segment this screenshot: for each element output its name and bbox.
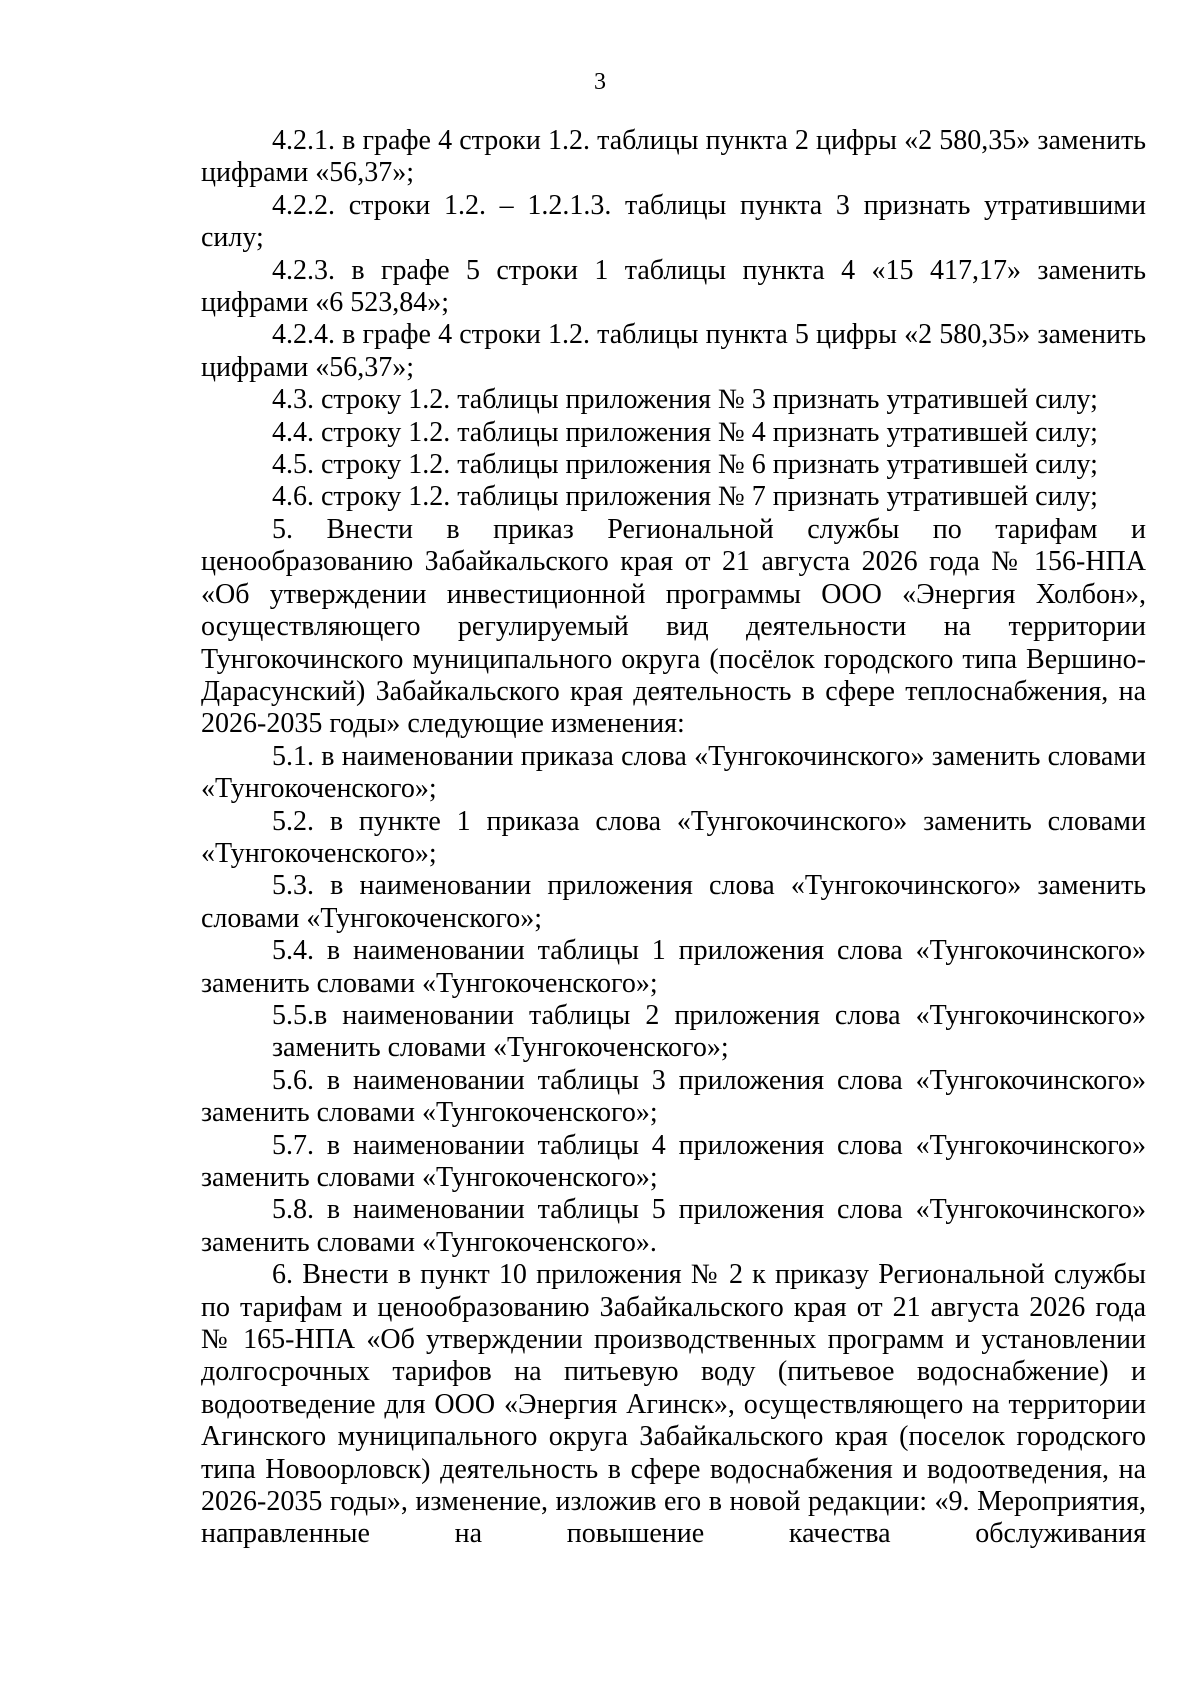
paragraph-5-2: 5.2. в пункте 1 приказа слова «Тунгокочинского» заменить словами «Тунгокоченского»; <box>201 805 1146 869</box>
page-number: 3 <box>594 69 606 95</box>
document-body <box>201 125 1146 1551</box>
paragraph-4-2-2: 4.2.2. строки 1.2. – 1.2.1.3. таблицы пункта 3 признать утратившими силу; <box>201 189 1146 254</box>
paragraph-4-5: 4.5. строку 1.2. таблицы приложения № 6 признать утратившей силу; <box>272 449 1098 481</box>
paragraph-5: 5. Внести в приказ Региональной службы по тарифам и ценообразованию Забайкальского края от 21 августа 2026 года № 156-НПА «Об утверждении инвестиционной программы ООО «Энергия Холбон», осуществляющего регулируемый вид деятельности на территории Тунгокочинского муниципального округа (посёлок городского типа Вершино-Дарасунский) Забайкальского края деятельность в сфере теплоснабжения, на 2026-2035 годы» следующие изменения: <box>201 513 1146 740</box>
paragraph-4-6: 4.6. строку 1.2. таблицы приложения № 7 признать утратившей силу; <box>272 481 1098 513</box>
paragraph-4-3: 4.3. строку 1.2. таблицы приложения № 3 признать утратившей силу; <box>272 384 1098 416</box>
paragraph-5-5: 5.5.в наименовании таблицы 2 приложения слова «Тунгокочинского» заменить словами «Тунгокоченского»; <box>272 999 1146 1064</box>
paragraph-5-7: 5.7. в наименовании таблицы 4 приложения слова «Тунгокочинского» заменить словами «Тунгокоченского»; <box>201 1129 1146 1193</box>
paragraph-4-2-4: 4.2.4. в графе 4 строки 1.2. таблицы пункта 5 цифры «2 580,35» заменить цифрами «56,37»; <box>201 319 1146 383</box>
paragraph-5-1: 5.1. в наименовании приказа слова «Тунгокочинского» заменить словами «Тунгокоченского»; <box>201 740 1146 805</box>
paragraph-4-2-1: 4.2.1. в графе 4 строки 1.2. таблицы пункта 2 цифры «2 580,35» заменить цифрами «56,37»; <box>201 125 1146 189</box>
paragraph-4-4: 4.4. строку 1.2. таблицы приложения № 4 признать утратившей силу; <box>272 416 1098 448</box>
paragraph-5-4: 5.4. в наименовании таблицы 1 приложения слова «Тунгокочинского» заменить словами «Тунгокоченского»; <box>201 935 1146 999</box>
paragraph-4-2-3: 4.2.3. в графе 5 строки 1 таблицы пункта 4 «15 417,17» заменить цифрами «6 523,84»; <box>201 254 1146 319</box>
paragraph-5-8: 5.8. в наименовании таблицы 5 приложения слова «Тунгокочинского» заменить словами «Тунгокоченского». <box>201 1194 1146 1258</box>
paragraph-5-3: 5.3. в наименовании приложения слова «Тунгокочинского» заменить словами «Тунгокоченского»; <box>201 870 1146 934</box>
paragraph-6: 6. Внести в пункт 10 приложения № 2 к приказу Региональной службы по тарифам и ценообразованию Забайкальского края от 21 августа 2026 года № 165-НПА «Об утверждении производственных программ и установлении долгосрочных тарифов на питьевую воду (питьевое водоснабжение) и водоотведение для ООО «Энергия Агинск», осуществляющего на территории Агинского муниципального округа Забайкальского края (поселок городского типа Новоорловск) деятельность в сфере водоснабжения и водоотведения, на 2026-2035 годы», изменение, изложив его в новой редакции: «9. Мероприятия, направленные на повышение качества обслуживания <box>201 1259 1146 1550</box>
paragraph-5-6: 5.6. в наименовании таблицы 3 приложения слова «Тунгокочинского» заменить словами «Тунгокоченского»; <box>201 1064 1146 1129</box>
